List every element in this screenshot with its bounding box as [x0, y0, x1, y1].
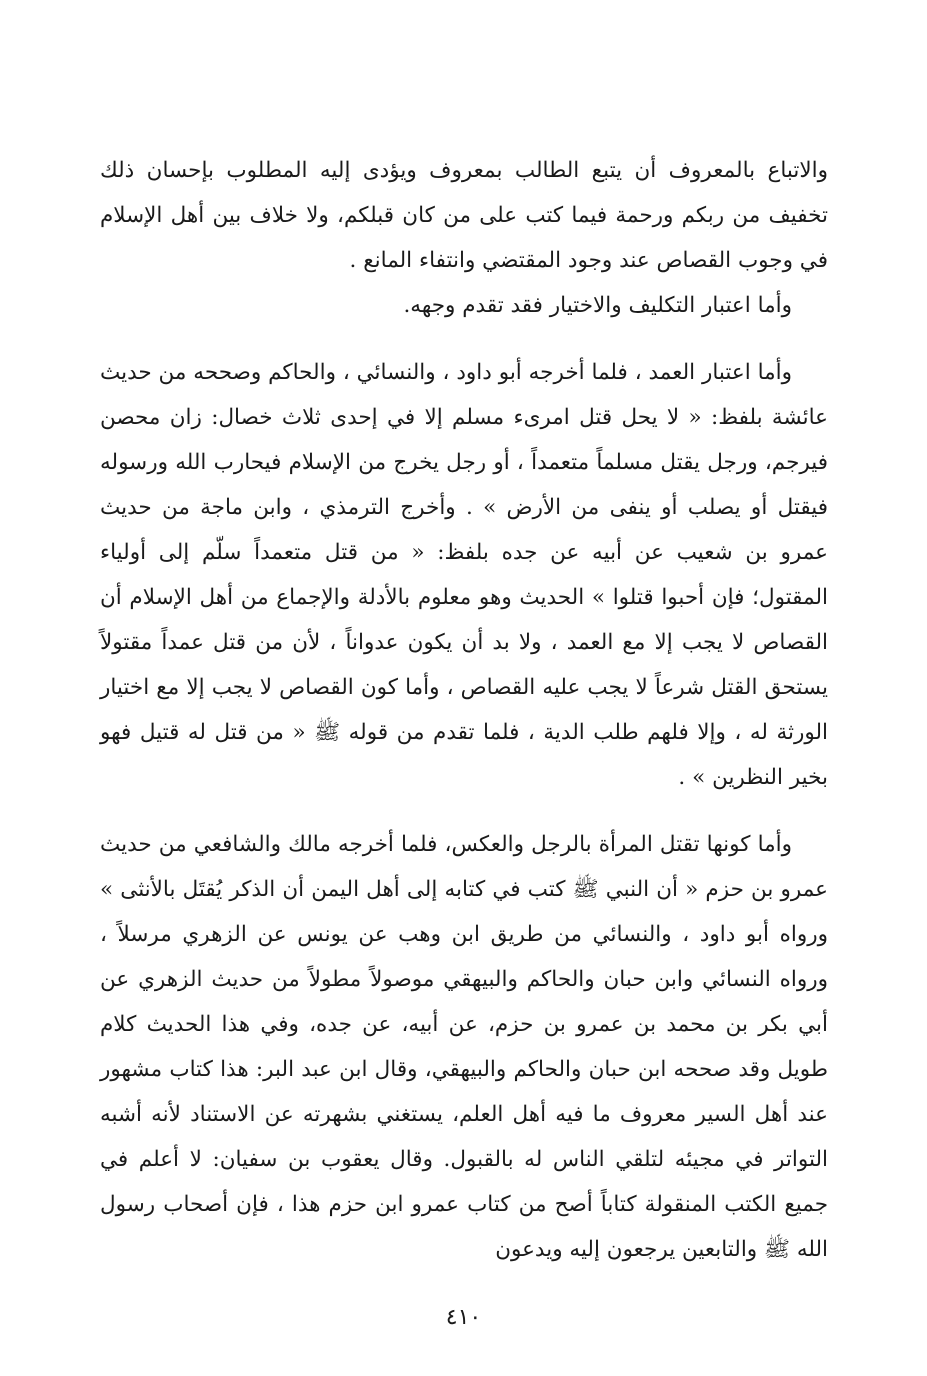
page-number: ٤١٠: [445, 1305, 482, 1330]
paragraph-3: وأما اعتبار العمد ، فلما أخرجه أبو داود ، والنسائي ، والحاكم وصححه من حديث عائشة بلفظ: « لا يحل قتل امرىء مسلم إلا في إحدى ثلاث خصال: زان محصن فيرجم، ورجل يقتل مسلماً متعمداً ، أو رجل يخرج من الإسلام فيحارب الله ورسوله فيقتل أو يصلب أو ينفى من الأرض » . وأخرج الترمذي ، وابن ماجة من حديث عمرو بن شعيب عن أبيه عن جده بلفظ: « من قتل متعمداً سلّم إلى أولياء المقتول؛ فإن أحبوا قتلوا » الحديث وهو معلوم بالأدلة والإجماع من أهل الإسلام أن القصاص لا يجب إلا مع العمد ، ولا بد أن يكون عدواناً ، لأن من قتل عمداً مقتولاً يستحق القتل شرعاً لا يجب عليه القصاص ، وأما كون القصاص لا يجب إلا مع اختيار الورثة له ، وإلا فلهم طلب الدية ، فلما تقدم من قوله ﷺ « من قتل له قتيل فهو بخير النظرين » .: [100, 360, 828, 790]
paragraph-1: والاتباع بالمعروف أن يتبع الطالب بمعروف ويؤدى إليه المطلوب بإحسان ذلك تخفيف من ربكم ورحمة فيما كتب على من كان قبلكم، ولا خلاف بين أهل الإسلام في وجوب القصاص عند وجود المقتضي وانتفاء المانع .: [100, 158, 828, 273]
paragraph-4: وأما كونها تقتل المرأة بالرجل والعكس، فلما أخرجه مالك والشافعي من حديث عمرو بن حزم « أن النبي ﷺ كتب في كتابه إلى أهل اليمن أن الذكر يُقتَل بالأنثى » ورواه أبو داود ، والنسائي من طريق ابن وهب عن يونس عن الزهري مرسلاً ، ورواه النسائي وابن حبان والحاكم والبيهقي موصولاً مطولاً من حديث الزهري عن أبي بكر بن محمد بن عمرو بن حزم، عن أبيه، عن جده، وفي هذا الحديث كلام طويل وقد صححه ابن حبان والحاكم والبيهقي، وقال ابن عبد البر: هذا كتاب مشهور عند أهل السير معروف ما فيه أهل العلم، يستغني بشهرته عن الاستناد لأنه أشبه التواتر في مجيئه لتلقي الناس له بالقبول. وقال يعقوب بن سفيان: لا أعلم في جميع الكتب المنقولة كتاباً أصح من كتاب عمرو ابن حزم هذا ، فإن أصحاب رسول الله ﷺ والتابعين يرجعون إليه ويدعون: [100, 832, 828, 1262]
paragraph-2: وأما اعتبار التكليف والاختيار فقد تقدم وجهه.: [403, 293, 792, 318]
page-body: [100, 148, 828, 1288]
